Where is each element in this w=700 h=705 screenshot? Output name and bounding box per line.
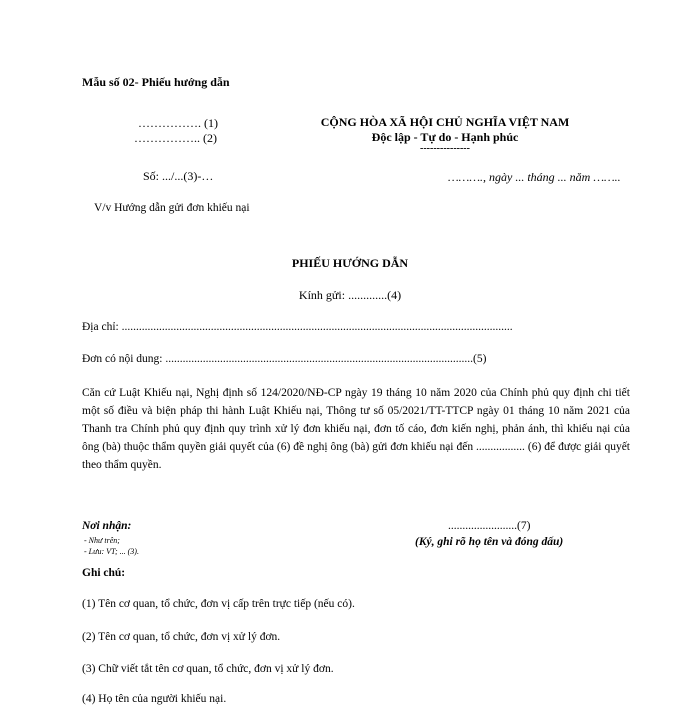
national-motto: Độc lập - Tự do - Hạnh phúc: [371, 130, 519, 144]
note-item: (2) Tên cơ quan, tổ chức, đơn vị xử lý đơn.: [82, 631, 281, 643]
note-item: (1) Tên cơ quan, tổ chức, đơn vị cấp trên trực tiếp (nếu có).: [82, 598, 355, 610]
signature-line: ........................(7): [448, 520, 531, 532]
country-name: CỘNG HÒA XÃ HỘI CHỦ NGHĨA VIỆT NAM: [320, 115, 570, 129]
document-number: Số: .../...(3)-…: [143, 169, 214, 183]
note-item: (4) Họ tên của người khiếu nại.: [82, 693, 227, 705]
motto-underline: ---------------: [420, 143, 470, 154]
content-line: Đơn có nội dung: ...........................................................................................................(5): [82, 353, 487, 365]
document-subject: V/v Hướng dẫn gửi đơn khiếu nại: [94, 202, 250, 214]
address-line: Địa chỉ: ........................................................................................................................................: [82, 321, 513, 333]
date-line: ………., ngày ... tháng ... năm ……..: [448, 170, 621, 184]
salutation: Kính gửi: .............(4): [298, 288, 402, 302]
agency-line-2: …………….. (2): [134, 131, 217, 145]
notes-heading: Ghi chú:: [82, 567, 126, 579]
signature-caption: (Ký, ghi rõ họ tên và đóng dấu): [415, 536, 564, 548]
agency-line-1: ……………. (1): [138, 116, 218, 130]
recipients-line-2: - Lưu: VT; ... (3).: [84, 547, 139, 556]
document-title: PHIẾU HƯỚNG DẪN: [291, 256, 409, 270]
recipients-line-1: - Như trên;: [84, 536, 120, 545]
recipients-heading: Nơi nhận:: [82, 520, 132, 532]
form-label: Mẫu số 02- Phiếu hướng dẫn: [82, 75, 230, 89]
note-item: (3) Chữ viết tắt tên cơ quan, tổ chức, đơn vị xử lý đơn.: [82, 663, 334, 675]
body-paragraph: Căn cứ Luật Khiếu nại, Nghị định số 124/2020/NĐ-CP ngày 19 tháng 10 năm 2020 của Chính phủ quy định chi tiết một số điều và biện pháp thi hành Luật Khiếu nại, Thông tư số 05/2021/TT-TTCP ngày 01 tháng 10 năm 2021 của Thanh tra Chính phủ quy định quy trình xử lý đơn khiếu nại, đơn tố cáo, đơn kiến nghị, phản ánh, thì khiếu nại của ông (bà) thuộc thẩm quyền giải quyết của (6) đề nghị ông (bà) gửi đơn khiếu nại đến ................. (6) để được giải quyết theo thẩm quyền.: [82, 387, 630, 471]
